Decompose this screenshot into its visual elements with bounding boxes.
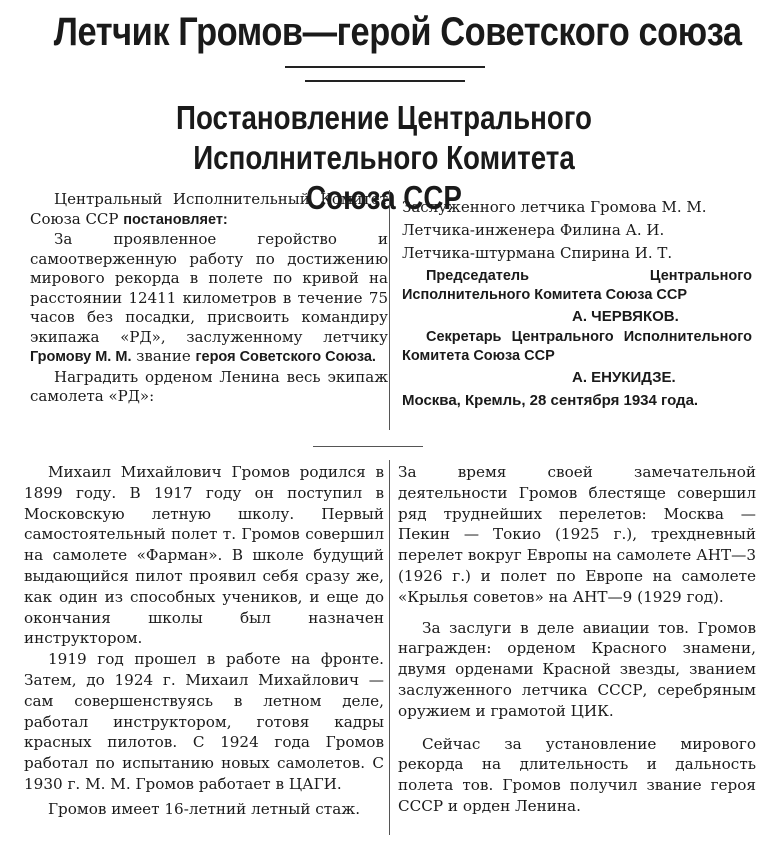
decree-title-line-2: Союза ССР [306,179,462,216]
bio-right-paragraph: Сейчас за установление мирового рекорда на длительность и дальность полета тов. Громов получил звание героя СССР и орден Ленина. [398,734,756,815]
chairman-name: А. ЧЕРВЯКОВ. [572,308,679,325]
decree-title-line-1: Постановление Центрального Исполнительного Комитета [176,99,592,176]
decree-left-column [30,190,388,407]
place-date: Москва, Кремль, 28 сентября 1934 года. [402,392,699,409]
decree-paragraph-2: Наградить орденом Ленина весь экипаж самолета «РД»: [30,367,388,405]
crew-member: Заслуженного летчика Громова М. М. [402,198,707,216]
bio-right-paragraph: За время своей замечательной деятельности Громов блестяще совершил ряд труднейших перелетов: Москва — Пекин — Токио (1925 г.), трехдневный перелет вокруг Европы на самолете АНТ—3 (1926 г.) и полет по Европе на самолете «Крылья советов» на АНТ—9 (1929 год). [398,463,756,606]
bio-left-paragraph: Громов имеет 16-летний летный стаж. [48,799,361,818]
decree-p1-title: героя Советского Союза. [195,349,376,365]
decree-intro-text: Центральный Исполнительный Комитет Союза ССР [30,190,388,228]
decree-intro-bold: постановляет: [123,211,228,228]
secretary-name: А. ЕНУКИДЗЕ. [572,369,676,386]
chairman-title: Председатель Центрального Исполнительного Комитета Союза ССР [402,268,752,303]
decree-p1-name: Громову М. М. [30,349,132,365]
section-divider [313,446,423,447]
decree-paragraph-1 [30,230,388,368]
crew-member: Летчика-инженера Филина А. И. [402,221,665,239]
bio-left-paragraph: 1919 год прошел в работе на фронте. Затем, до 1924 г. Михаил Михайлович — сам совершенствуясь в летном деле, работал инструктором, готовя кадры красных пилотов. С 1924 года Громов работал по испытанию новых самолетов. С 1930 г. М. М. Громов работает в ЦАГИ. [24,650,384,793]
decree-p1-mid: звание [131,347,196,365]
column-divider-bottom [389,460,390,835]
bio-right-column [398,462,756,817]
decree-p1-text: За проявленное геройство и самоотверженную работу по достижению мирового рекорда в полете по кривой на расстоянии 12411 километров в течение 75 часов без посадки, присвоить командиру экипажа «РД», заслуженному летчику [30,230,388,346]
headline-rule [285,66,485,68]
column-divider-top [389,190,390,430]
decree-right-column [402,196,752,412]
headline-rule-secondary [305,80,465,82]
headline: Летчик Громов—герой Советского союза [53,10,742,54]
decree-intro [30,190,388,230]
bio-left-column [24,462,384,820]
crew-member: Летчика-штурмана Спирина И. Т. [402,244,673,262]
bio-left-paragraph: Михаил Михайлович Громов родился в 1899 году. В 1917 году он поступил в Московскую летную школу. Первый самостоятельный полет т. Громов совершил на самолете «Фарман». В школе будущий выдающийся пилот проявил себя сразу же, как один из способных учеников, и еще до окончания школы был назначен инструктором. [24,463,384,648]
secretary-title: Секретарь Центрального Исполнительного Комитета Союза ССР [402,329,752,364]
bio-right-paragraph: За заслуги в деле авиации тов. Громов награжден: орденом Красного знамени, двумя орденами Красной звезды, званием заслуженного летчика СССР, серебряным оружием и грамотой ЦИК. [398,618,756,720]
